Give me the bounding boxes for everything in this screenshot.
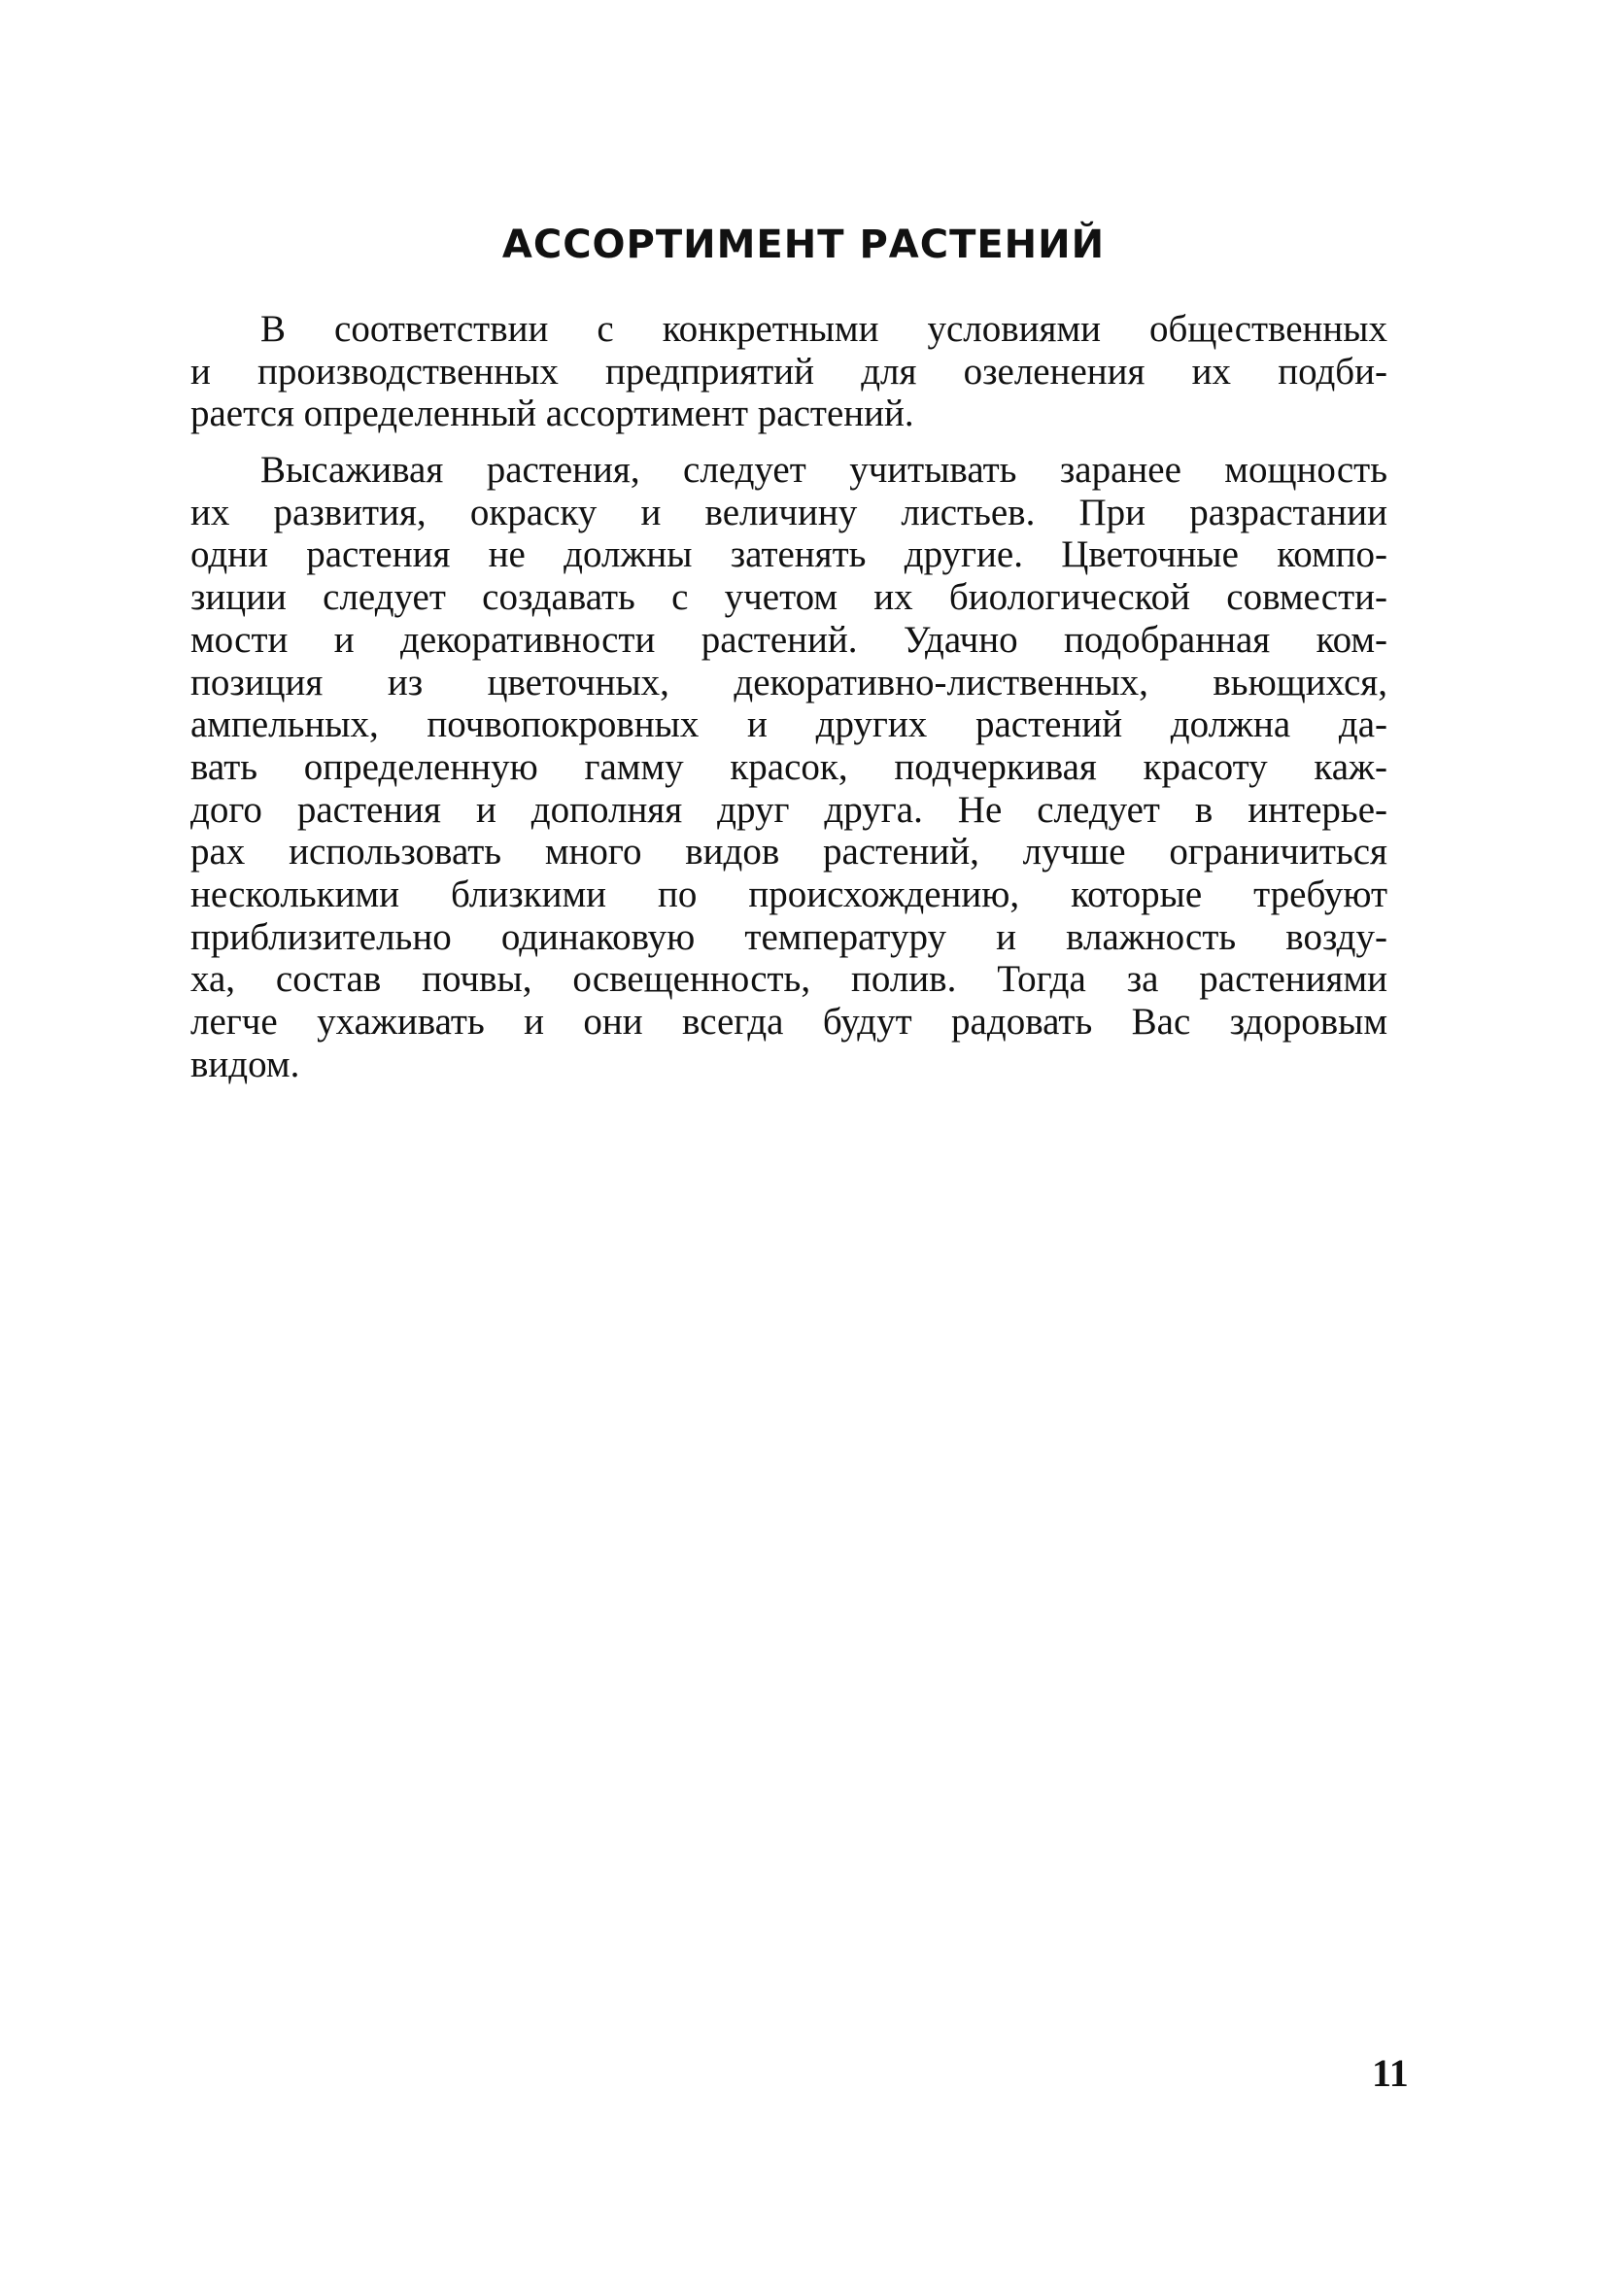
paragraph-line: позиция из цветочных, декоративно-лиственных, вьющихся, [190,661,1387,703]
section-title: АССОРТИМЕНТ РАСТЕНИЙ [501,223,1106,267]
paragraph-1 [190,308,1387,435]
paragraph-line: легче ухаживать и они всегда будут радовать Вас здоровым [190,1001,1387,1044]
paragraph-line: вать определенную гамму красок, подчеркивая красоту каж- [190,745,1387,788]
paragraph-line: несколькими близкими по происхождению, которые требуют [190,874,1387,916]
paragraph-line: видом. [190,1043,300,1085]
paragraph-line: и производственных предприятий для озеленения их подби- [190,350,1387,393]
paragraph-line: мости и декоративности растений. Удачно подобранная ком- [190,618,1387,661]
paragraph-line: одни растения не должны затенять другие. Цветочные компо- [190,533,1387,576]
paragraph-line: Высаживая растения, следует учитывать заранее мощность [260,449,1387,491]
paragraph-line: рах использовать много видов растений, лучше ограничиться [190,831,1387,874]
paragraph-line: В соответствии с конкретными условиями общественных [260,308,1387,350]
paragraph-line: зиции следует создавать с учетом их биологической совмести- [190,576,1387,619]
paragraph-line: приблизительно одинаковую температуру и влажность возду- [190,915,1387,958]
paragraph-line: их развития, окраску и величину листьев. При разрастании [190,491,1387,533]
paragraph-line: ампельных, почвопокровных и других растений должна да- [190,703,1387,746]
paragraph-line: дого растения и дополняя друг друга. Не следует в интерье- [190,788,1387,831]
paragraph-2 [190,449,1387,1086]
paragraph-line: ха, состав почвы, освещенность, полив. Тогда за растениями [190,958,1387,1001]
page-number: 11 [1372,2051,1409,2095]
paragraph-line: рается определенный ассортимент растений. [190,393,914,435]
